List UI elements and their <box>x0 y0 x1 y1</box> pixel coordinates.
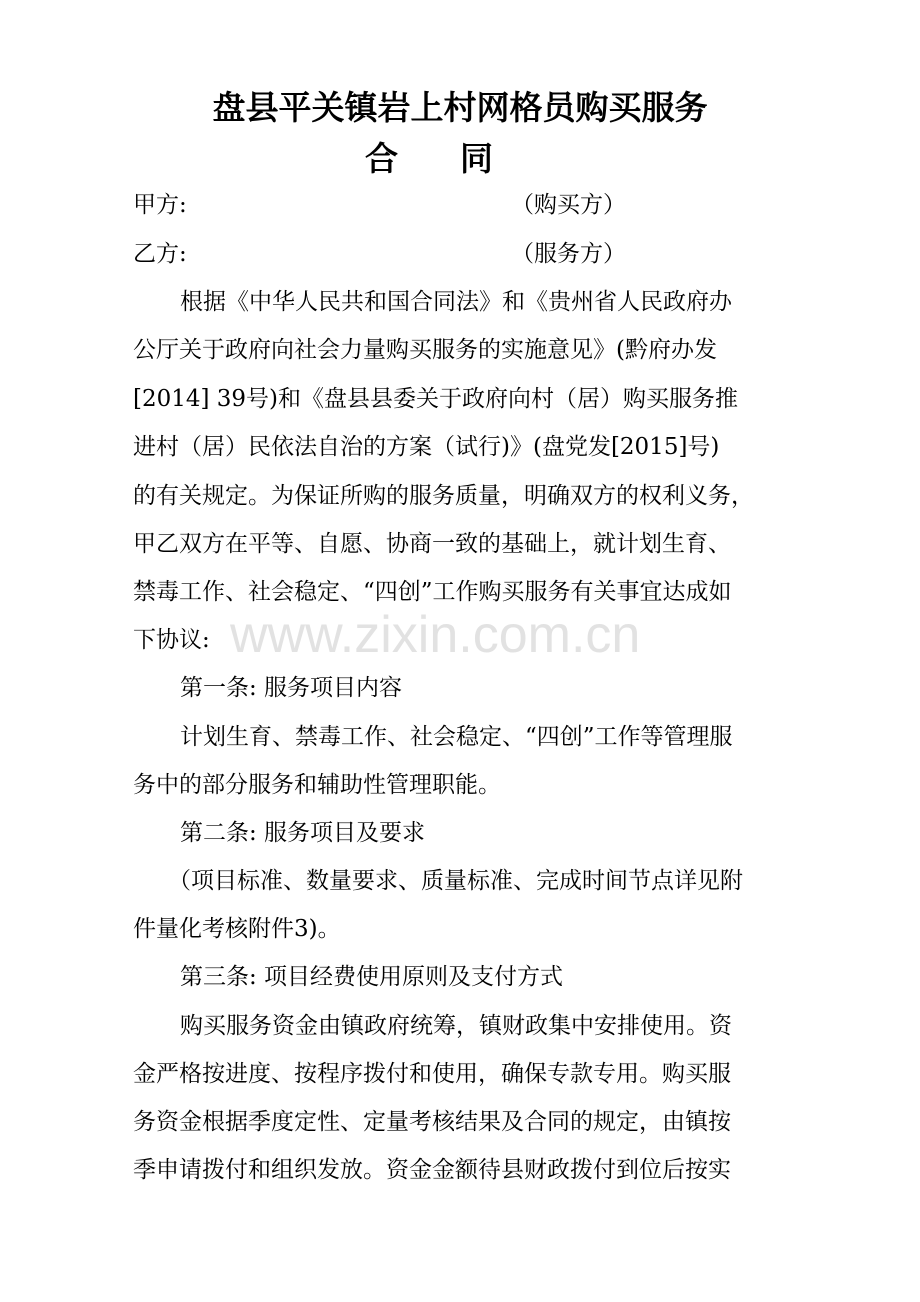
body-line: 务中的部分服务和辅助性管理职能。 <box>133 772 501 798</box>
party-a-label: 甲方: <box>133 192 187 218</box>
body-line: 根据《中华人民共和国合同法》和《贵州省人民政府办 <box>180 289 732 315</box>
body-line: [2014] 39号)和《盘县县委关于政府向村（居）购买服务推 <box>133 386 739 412</box>
party-b-label: 乙方: <box>133 241 187 267</box>
body-line: 计划生育、禁毒工作、社会稳定、“四创”工作等管理服 <box>180 724 733 750</box>
party-a-role: （购买方） <box>511 192 626 218</box>
watermark: www.zixin.com.cn <box>230 606 641 664</box>
body-line: （项目标准、数量要求、质量标准、完成时间节点详见附 <box>168 868 743 894</box>
section-heading: 第一条: 服务项目内容 <box>180 675 403 701</box>
body-line: 购买服务资金由镇政府统筹，镇财政集中安排使用。资 <box>180 1013 732 1039</box>
body-line: 禁毒工作、社会稳定、“四创”工作购买服务有关事宜达成如 <box>133 579 732 605</box>
body-line: 甲乙双方在平等、自愿、协商一致的基础上，就计划生育、 <box>133 531 731 557</box>
party-b-role: （服务方） <box>511 241 626 267</box>
body-line: 务资金根据季度定性、定量考核结果及合同的规定，由镇按 <box>133 1109 731 1135</box>
section-heading: 第二条: 服务项目及要求 <box>180 820 426 846</box>
section-heading: 第三条: 项目经费使用原则及支付方式 <box>180 964 564 990</box>
document-subtitle: 合同 <box>365 139 555 178</box>
body-line: 下协议: <box>133 627 210 653</box>
body-line: 金严格按进度、按程序拨付和使用，确保专款专用。购买服 <box>133 1061 731 1087</box>
body-line: 公厅关于政府向社会力量购买服务的实施意见》(黔府办发 <box>133 337 717 363</box>
body-line: 进村（居）民依法自治的方案（试行)》(盘党发[2015]号) <box>133 434 720 460</box>
document-title: 盘县平关镇岩上村网格员购买服务 <box>212 88 708 127</box>
body-line: 季申请拨付和组织发放。资金金额待县财政拨付到位后按实 <box>133 1157 731 1183</box>
body-line: 的有关规定。为保证所购的服务质量，明确双方的权利义务， <box>133 483 754 509</box>
body-line: 件量化考核附件3)。 <box>133 916 341 942</box>
